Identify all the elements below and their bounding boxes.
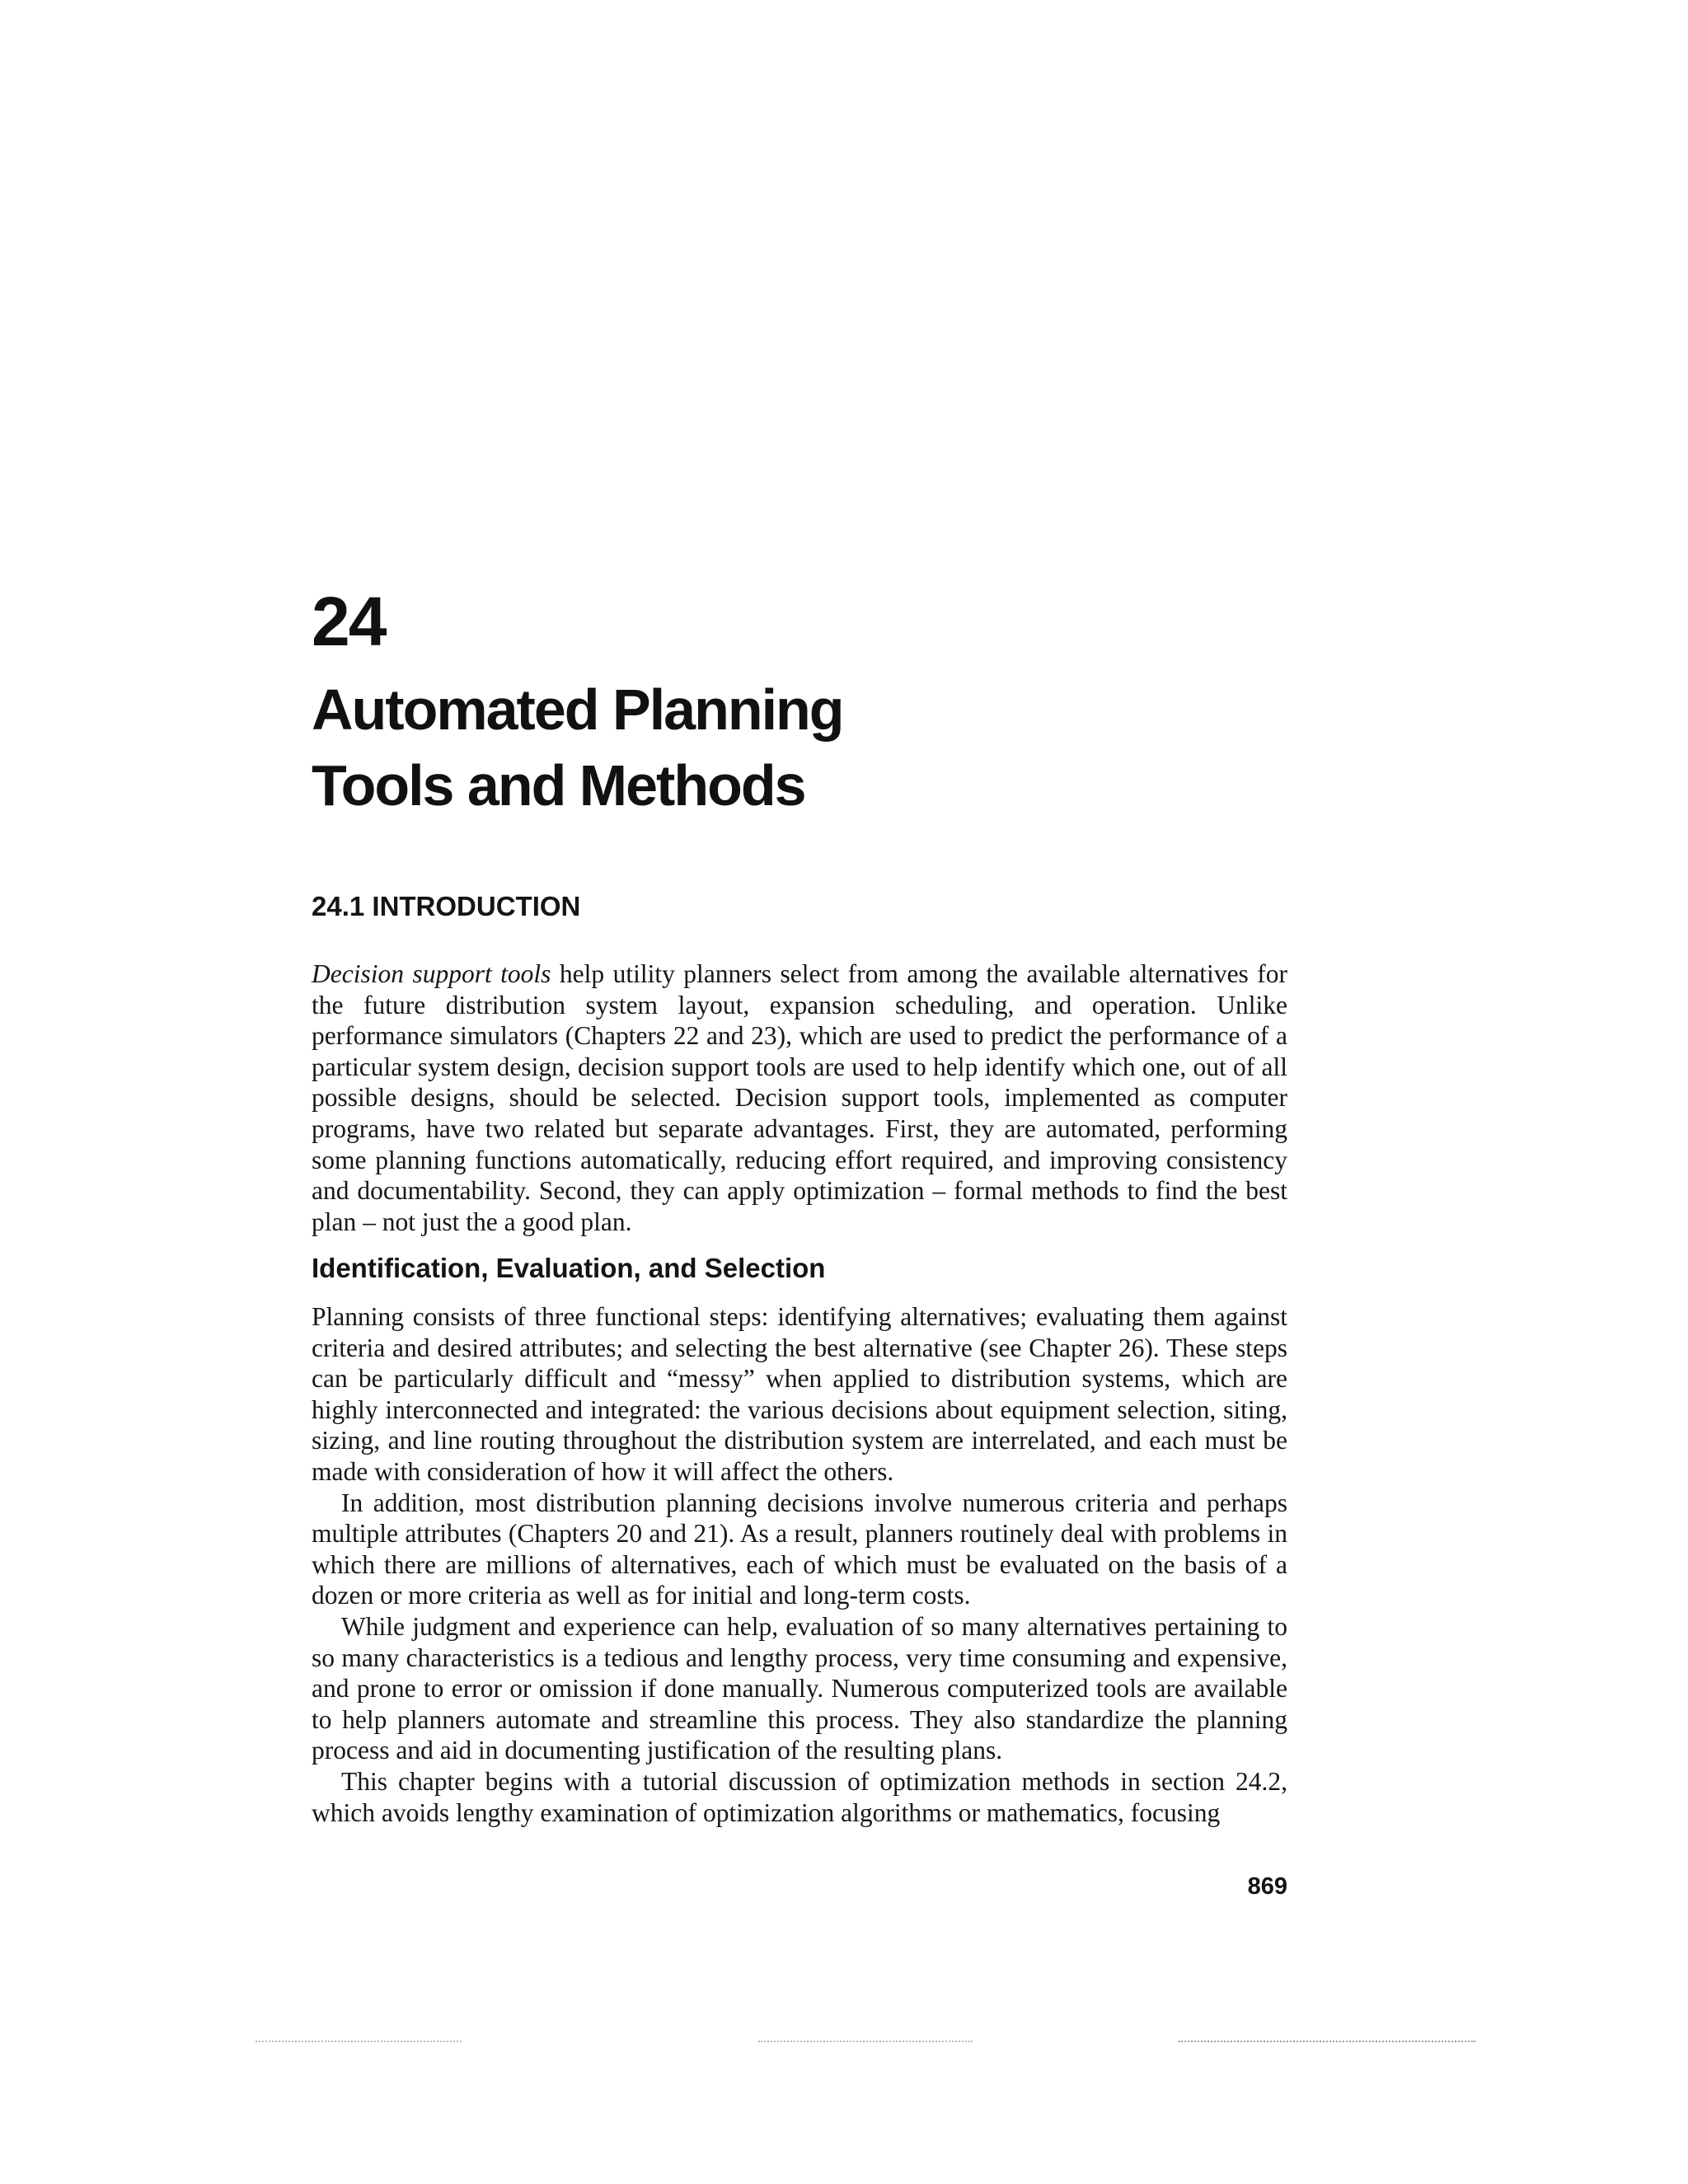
subsection-heading: Identification, Evaluation, and Selection: [312, 1253, 826, 1283]
section-heading: 24.1 INTRODUCTION: [312, 891, 581, 921]
body-paragraph-2: In addition, most distribution planning decisions involve numerous criteria and perhaps multiple attributes (Chapters 20 and 21). As a result, planners routinely deal with problems in which there are millions of alternatives, each of which must be evaluated on the basis of a dozen or more criteria as well as for initial and long-term costs.: [312, 1488, 1287, 1610]
scan-artifact-line: [758, 2041, 973, 2042]
body-paragraph-3: While judgment and experience can help, evaluation of so many alternatives pertaining to so many characteristics is a tedious and lengthy process, very time consuming and expensive, and prone to error or omission if done manually. Numerous computerized tools are available to help planners automate and streamline this process. They also standardize the planning process and aid in documenting justification of the resulting plans.: [312, 1611, 1287, 1765]
chapter-title-line-1: Automated Planning: [312, 677, 843, 742]
body-paragraph-4: This chapter begins with a tutorial discussion of optimization methods in section 24.2, which avoids lengthy examination of optimization algorithms or mathematics, focusing: [312, 1766, 1287, 1827]
chapter-title-line-2: Tools and Methods: [312, 753, 805, 818]
intro-paragraph: [312, 958, 1287, 1237]
chapter-title: [312, 672, 843, 823]
subsection-body: [312, 1301, 1287, 1828]
page-number: 869: [1247, 1873, 1287, 1900]
chapter-number: 24: [312, 583, 386, 660]
scan-artifact-line: [256, 2041, 462, 2042]
body-paragraph-1: Planning consists of three functional steps: identifying alternatives; evaluating them against criteria and desired attributes; and selecting the best alternative (see Chapter 26). These steps can be particularly difficult and “messy” when applied to distribution systems, which are highly interconnected and integrated: the various decisions about equipment selection, siting, sizing, and line routing throughout the distribution system are interrelated, and each must be made with consideration of how it will affect the others.: [312, 1302, 1287, 1486]
intro-lead-term: Decision support tools: [312, 959, 551, 988]
scan-artifact-line: [1179, 2041, 1475, 2042]
intro-text: help utility planners select from among the available alternatives for the future distribution system layout, expansion scheduling, and operation. Unlike performance simulators (Chapters 22 and 23), which are used to predict the performance of a particular system design, decision support tools are used to help identify which one, out of all possible designs, should be selected. Decision support tools, implemented as computer programs, have two related but separate advantages. First, they are automated, performing some planning functions automatically, reducing effort required, and improving consistency and documentability. Second, they can apply optimization – formal methods to find the best plan – not just the a good plan.: [312, 959, 1287, 1236]
